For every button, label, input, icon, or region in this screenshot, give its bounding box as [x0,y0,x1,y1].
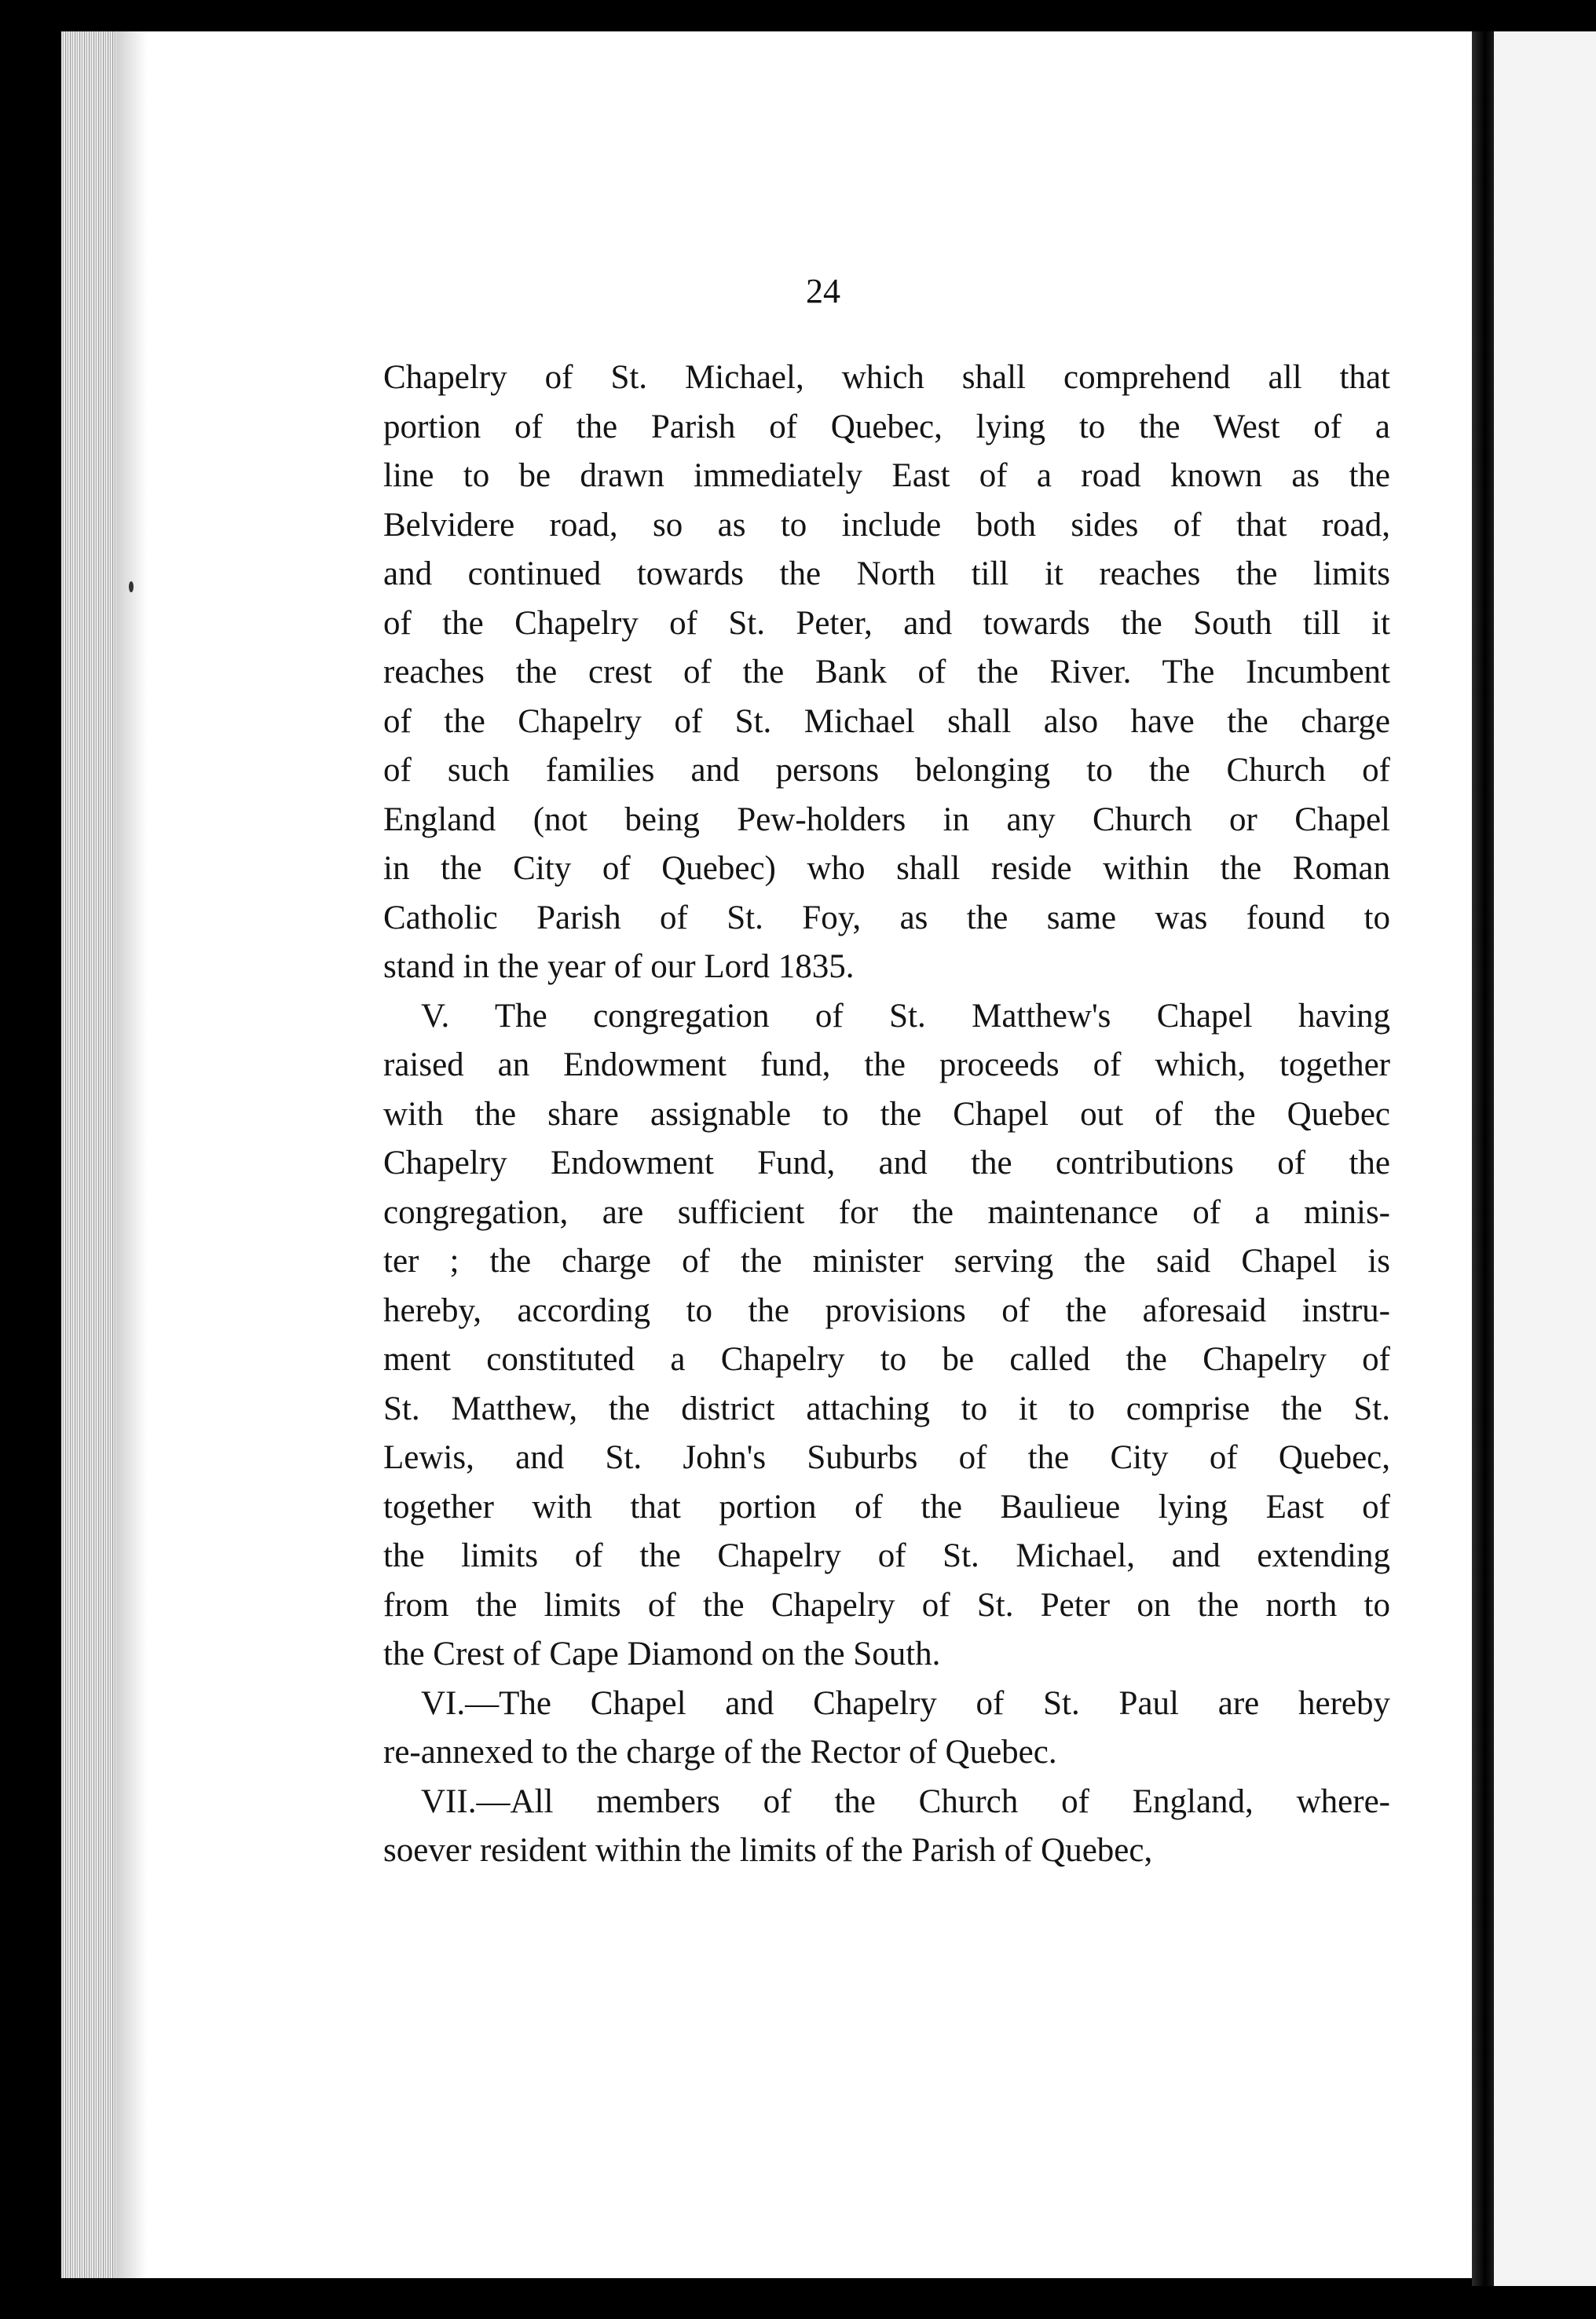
text-line: of such families and persons belonging to the Church of [383,752,1390,789]
text-line: and continued towards the North till it reaches the limits [383,555,1390,592]
text-line: VII.—All members of the Church of England, where- [421,1782,1390,1820]
ink-speck [129,581,134,592]
facing-page-edge [1494,31,1596,2286]
text-line: ment constituted a Chapelry to be called the Chapelry of [383,1341,1390,1378]
text-line: hereby, according to the provisions of the aforesaid instru- [383,1291,1390,1329]
text-line: V. The congregation of St. Matthew's Chapel having [421,997,1390,1035]
text-line: stand in the year of our Lord 1835. [383,948,855,985]
text-line: Belvidere road, so as to include both sides of that road, [383,506,1390,544]
text-line: portion of the Parish of Quebec, lying to the West of a [383,408,1390,445]
body-text [383,354,1390,1876]
text-line: congregation, are sufficient for the maintenance of a minis- [383,1193,1390,1231]
text-line: soever resident within the limits of the Parish of Quebec, [383,1832,1153,1869]
page-edge-shadow [116,31,148,2278]
text-line: St. Matthew, the district attaching to it to comprise the St. [383,1390,1390,1427]
text-line: of the Chapelry of St. Peter, and towards the South till it [383,604,1390,642]
paragraph [383,354,1390,992]
paragraph [383,1680,1390,1778]
text-line: ter ; the charge of the minister serving the said Chapel is [383,1243,1390,1280]
text-line: re-annexed to the charge of the Rector of Quebec. [383,1734,1057,1771]
text-line: line to be drawn immediately East of a road known as the [383,457,1390,494]
text-line: England (not being Pew-holders in any Church or Chapel [383,800,1390,838]
text-line: of the Chapelry of St. Michael shall also have the charge [383,702,1390,740]
text-line: raised an Endowment fund, the proceeds of which, together [383,1046,1390,1083]
book-page [61,31,1483,2278]
text-line: Catholic Parish of St. Foy, as the same was found to [383,899,1390,936]
text-line: with the share assignable to the Chapel out of the Quebec [383,1095,1390,1133]
text-line: Lewis, and St. John's Suburbs of the City of Quebec, [383,1439,1390,1476]
page-edges [61,31,116,2278]
text-line: the Crest of Cape Diamond on the South. [383,1636,941,1672]
text-line: Chapelry Endowment Fund, and the contributions of the [383,1145,1390,1181]
text-line: reaches the crest of the Bank of the River. The Incumbent [383,654,1390,691]
text-line: in the City of Quebec) who shall reside within the Roman [383,850,1390,887]
paragraph [383,1778,1390,1876]
text-line: VI.—The Chapel and Chapelry of St. Paul are hereby [421,1684,1390,1722]
text-line: the limits of the Chapelry of St. Michael, and extending [383,1537,1390,1574]
text-line: from the limits of the Chapelry of St. Peter on the north to [383,1586,1390,1624]
book-gutter [1472,31,1494,2286]
paragraph [383,992,1390,1680]
page-number: 24 [806,272,840,310]
text-line: together with that portion of the Baulieue lying East of [383,1488,1390,1526]
text-line: Chapelry of St. Michael, which shall comprehend all that [383,359,1390,396]
